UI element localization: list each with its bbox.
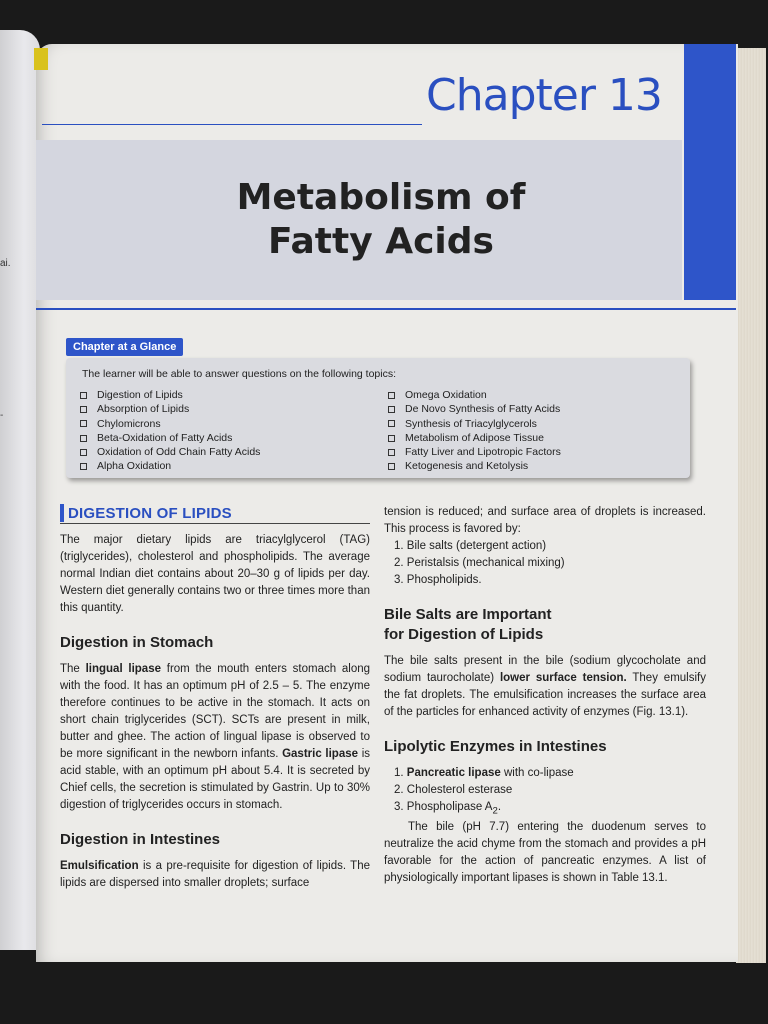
digestion-intro-paragraph: The major dietary lipids are triacylglycerol (TAG) (triglycerides), cholesterol and phospholipids. The average normal Indian diet contains about 20–30 g of lipids per day. Western diet generally contains two or three times more than this quantity. — [60, 534, 370, 614]
checkbox-icon — [80, 392, 87, 399]
chapter-title — [36, 176, 726, 264]
checkbox-icon — [80, 435, 87, 442]
list-item: 1. Pancreatic lipase with co-lipase — [394, 767, 574, 779]
checkbox-icon — [388, 392, 395, 399]
checkbox-icon — [80, 406, 87, 413]
section-heading — [60, 504, 370, 524]
checkbox-icon — [80, 420, 87, 427]
topic-item: Fatty Liver and Lipotropic Factors — [388, 445, 561, 459]
left-column — [60, 504, 370, 892]
topic-list-left — [80, 388, 260, 474]
topic-item: Chylomicrons — [80, 417, 260, 431]
bile-ph-paragraph: The bile (pH 7.7) entering the duodenum serves to neutralize the acid chyme from the stomach and provides a pH favorable for the action of pancreatic enzymes. A list of physiologically important lipases is shown in Table 13.1. — [384, 821, 706, 885]
topic-item: Alpha Oxidation — [80, 459, 260, 473]
topic-item: De Novo Synthesis of Fatty Acids — [388, 402, 561, 416]
emulsification-continued-paragraph: tension is reduced; and surface area of droplets is increased. This process is favored by: — [384, 506, 706, 535]
checkbox-icon — [80, 463, 87, 470]
topic-item: Ketogenesis and Ketolysis — [388, 459, 561, 473]
yellow-bookmark-tab — [34, 48, 48, 70]
chapter-at-a-glance-tag: Chapter at a Glance — [66, 338, 183, 356]
chapter-title-line-1: Metabolism of — [236, 177, 526, 218]
topic-item: Metabolism of Adipose Tissue — [388, 431, 561, 445]
topic-item: Digestion of Lipids — [80, 388, 260, 402]
book-page — [36, 44, 738, 962]
topic-item: Absorption of Lipids — [80, 402, 260, 416]
checkbox-icon — [388, 449, 395, 456]
bile-salts-heading: Bile Salts are Important for Digestion of Lipids — [384, 606, 552, 643]
topic-item: Omega Oxidation — [388, 388, 561, 402]
checkbox-icon — [388, 435, 395, 442]
list-item: 2. Peristalsis (mechanical mixing) — [394, 557, 565, 569]
topic-list-right — [388, 388, 561, 474]
chapter-number: Chapter 13 — [426, 70, 662, 121]
lipolytic-enzymes-heading: Lipolytic Enzymes in Intestines — [384, 738, 607, 755]
section-heading-bar — [60, 504, 64, 522]
right-column — [384, 504, 706, 887]
adjacent-page-edge — [0, 30, 40, 950]
topic-item: Oxidation of Odd Chain Fatty Acids — [80, 445, 260, 459]
checkbox-icon — [80, 449, 87, 456]
list-item: 3. Phospholipase $A_2$. — [394, 801, 502, 817]
adjacent-page-text-fragment: ai. — [0, 258, 11, 269]
digestion-in-stomach-heading: Digestion in Stomach — [60, 634, 214, 651]
chapter-at-a-glance-box — [66, 358, 690, 478]
bile-salts-paragraph: The bile salts present in the bile (sodium glycocholate and sodium taurocholate) lower surface tension. They emulsify the fat droplets. The emulsification increases the surface area of the particles for enhanced activity of enzymes (Fig. 13.1). — [384, 655, 706, 718]
glance-intro: The learner will be able to answer questions on the following topics: — [82, 368, 397, 380]
list-item: 3. Phospholipids. — [394, 574, 482, 586]
digestion-in-intestines-heading: Digestion in Intestines — [60, 831, 221, 848]
book-page-stack — [736, 48, 766, 963]
checkbox-icon — [388, 406, 395, 413]
chapter-rule — [42, 124, 422, 125]
section-heading-text: DIGESTION OF LIPIDS — [68, 504, 232, 522]
checkbox-icon — [388, 420, 395, 427]
list-item: 1. Bile salts (detergent action) — [394, 540, 547, 552]
checkbox-icon — [388, 463, 395, 470]
list-item: 2. Cholesterol esterase — [394, 784, 513, 796]
lipolytic-enzymes-list — [384, 765, 706, 819]
favoring-factors-list — [384, 538, 706, 589]
title-band-rule — [36, 308, 736, 310]
digestion-in-intestines-paragraph: Emulsification is a pre-requisite for digestion of lipids. The lipids are dispersed into smaller droplets; surface — [60, 860, 370, 889]
chapter-title-line-2: Fatty Acids — [268, 221, 494, 262]
topic-item: Synthesis of Triacylglycerols — [388, 417, 561, 431]
adjacent-page-mark: - — [0, 410, 4, 421]
topic-item: Beta-Oxidation of Fatty Acids — [80, 431, 260, 445]
digestion-in-stomach-paragraph: The lingual lipase from the mouth enters stomach along with the food. It has an optimum pH of 2.5 – 5. The enzyme therefore continues to be active in the stomach. It acts on short chain triglycerides (SCT). SCTs are present in milk, butter and ghee. The action of lingual lipase is observed to be more significant in the newborn infants. Gastric lipase is acid stable, with an optimum pH about 5.4. It is secreted by Chief cells, the secretion is stimulated by Gastrin. Up to 30% digestion of triglycerides occurs in stomach. — [60, 663, 371, 811]
